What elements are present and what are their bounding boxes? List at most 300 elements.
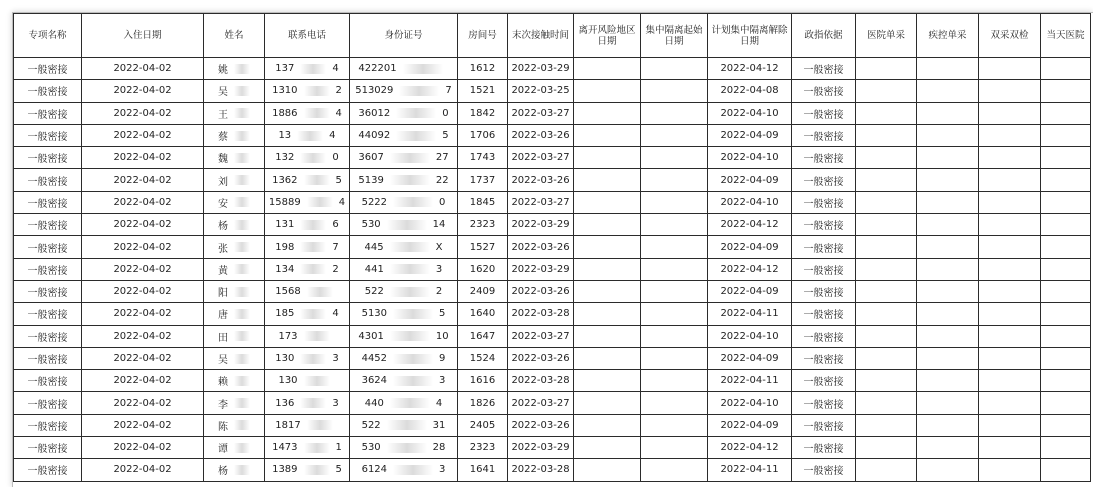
cell-phone bbox=[265, 459, 350, 481]
cell-last-contact: 2022-03-29 bbox=[508, 58, 574, 80]
cell-hospital-sample bbox=[856, 437, 917, 459]
phone-suffix: 2 bbox=[332, 263, 339, 275]
id-prefix: 3624 bbox=[361, 375, 388, 387]
phone-prefix: 131 bbox=[275, 219, 295, 231]
redacted-blur bbox=[234, 398, 250, 408]
cell-checkin-date: 2022-04-02 bbox=[82, 191, 204, 213]
cell-hospital-sample bbox=[856, 459, 917, 481]
cell-same-day-hospital bbox=[1041, 191, 1091, 213]
table-row bbox=[14, 124, 1091, 146]
cell-room: 1826 bbox=[458, 392, 508, 414]
cell-name bbox=[204, 437, 265, 459]
table-row bbox=[14, 236, 1091, 258]
id-suffix: 9 bbox=[439, 353, 446, 364]
cell-policy-basis: 一般密接 bbox=[792, 169, 856, 191]
cell-cdc-sample bbox=[917, 147, 979, 169]
cell-isolation-start bbox=[641, 258, 708, 280]
cell-id-number bbox=[350, 236, 458, 258]
redacted-blur bbox=[300, 220, 326, 230]
redacted-blur bbox=[300, 354, 326, 364]
cell-id-number bbox=[350, 437, 458, 459]
cell-hospital-sample bbox=[856, 80, 917, 102]
cell-left-risk-area bbox=[574, 191, 641, 213]
cell-planned-release: 2022-04-10 bbox=[708, 392, 792, 414]
cell-special: 一般密接 bbox=[14, 258, 82, 280]
cell-isolation-start bbox=[641, 214, 708, 236]
cell-double-test bbox=[979, 437, 1041, 459]
cell-room: 2409 bbox=[458, 280, 508, 302]
cell-checkin-date: 2022-04-02 bbox=[82, 147, 204, 169]
cell-name bbox=[204, 280, 265, 302]
cell-phone bbox=[265, 124, 350, 146]
phone-suffix: 7 bbox=[332, 241, 339, 253]
cell-special: 一般密接 bbox=[14, 459, 82, 481]
cell-cdc-sample bbox=[917, 58, 979, 80]
cell-hospital-sample bbox=[856, 303, 917, 325]
cell-left-risk-area bbox=[574, 169, 641, 191]
cell-checkin-date: 2022-04-02 bbox=[82, 80, 204, 102]
cell-isolation-start bbox=[641, 347, 708, 369]
cell-double-test bbox=[979, 347, 1041, 369]
cell-planned-release: 2022-04-08 bbox=[708, 80, 792, 102]
id-suffix: 10 bbox=[435, 330, 449, 342]
redacted-blur bbox=[387, 420, 427, 430]
header-name: 姓名 bbox=[204, 14, 265, 58]
phone-prefix: 1568 bbox=[275, 286, 301, 298]
cell-cdc-sample bbox=[917, 236, 979, 258]
redacted-blur bbox=[304, 376, 330, 386]
cell-left-risk-area bbox=[574, 325, 641, 347]
cell-same-day-hospital bbox=[1041, 147, 1091, 169]
redacted-blur bbox=[390, 398, 430, 408]
cell-last-contact: 2022-03-27 bbox=[508, 191, 574, 213]
header-left-risk-area: 离开风险地区日期 bbox=[574, 14, 641, 58]
cell-checkin-date: 2022-04-02 bbox=[82, 303, 204, 325]
name-visible: 李 bbox=[218, 399, 228, 411]
redacted-blur bbox=[300, 309, 326, 319]
cell-name bbox=[204, 392, 265, 414]
id-prefix: 445 bbox=[364, 241, 384, 253]
phone-prefix: 1473 bbox=[272, 442, 298, 454]
cell-hospital-sample bbox=[856, 414, 917, 436]
cell-checkin-date: 2022-04-02 bbox=[82, 102, 204, 124]
cell-phone bbox=[265, 347, 350, 369]
header-checkin-date: 入住日期 bbox=[82, 14, 204, 58]
cell-left-risk-area bbox=[574, 124, 641, 146]
cell-planned-release: 2022-04-09 bbox=[708, 414, 792, 436]
id-suffix: 3 bbox=[439, 464, 446, 476]
redacted-blur bbox=[304, 465, 330, 475]
cell-policy-basis: 一般密接 bbox=[792, 459, 856, 481]
cell-checkin-date: 2022-04-02 bbox=[82, 392, 204, 414]
cell-checkin-date: 2022-04-02 bbox=[82, 325, 204, 347]
id-suffix: 3 bbox=[439, 375, 446, 387]
cell-special: 一般密接 bbox=[14, 214, 82, 236]
redacted-blur bbox=[234, 108, 250, 118]
name-visible: 唐 bbox=[218, 310, 228, 322]
cell-hospital-sample bbox=[856, 102, 917, 124]
phone-prefix: 185 bbox=[275, 308, 295, 320]
redacted-blur bbox=[393, 354, 433, 364]
phone-prefix: 198 bbox=[275, 241, 295, 253]
table-row bbox=[14, 392, 1091, 414]
phone-suffix: 4 bbox=[338, 196, 346, 208]
redacted-blur bbox=[297, 131, 323, 141]
header-isolation-start: 集中隔离起始日期 bbox=[641, 14, 708, 58]
cell-left-risk-area bbox=[574, 392, 641, 414]
cell-special: 一般密接 bbox=[14, 392, 82, 414]
cell-phone bbox=[265, 191, 350, 213]
cell-double-test bbox=[979, 191, 1041, 213]
cell-isolation-start bbox=[641, 124, 708, 146]
id-suffix: 31 bbox=[432, 419, 446, 431]
cell-name bbox=[204, 347, 265, 369]
cell-id-number bbox=[350, 370, 458, 392]
cell-same-day-hospital bbox=[1041, 169, 1091, 191]
cell-policy-basis: 一般密接 bbox=[792, 370, 856, 392]
cell-room: 1524 bbox=[458, 347, 508, 369]
id-suffix: 5 bbox=[442, 130, 449, 142]
cell-double-test bbox=[979, 325, 1041, 347]
phone-suffix: 0 bbox=[332, 152, 339, 164]
cell-phone bbox=[265, 80, 350, 102]
cell-special: 一般密接 bbox=[14, 124, 82, 146]
redacted-blur bbox=[234, 242, 250, 252]
cell-double-test bbox=[979, 58, 1041, 80]
cell-checkin-date: 2022-04-02 bbox=[82, 459, 204, 481]
redacted-blur bbox=[390, 287, 430, 297]
cell-special: 一般密接 bbox=[14, 191, 82, 213]
id-prefix: 4452 bbox=[361, 353, 388, 364]
cell-last-contact: 2022-03-26 bbox=[508, 236, 574, 258]
redacted-blur bbox=[393, 309, 433, 319]
quarantine-table bbox=[13, 13, 1091, 482]
redacted-blur bbox=[387, 220, 427, 230]
redacted-blur bbox=[234, 64, 250, 74]
cell-phone bbox=[265, 147, 350, 169]
cell-room: 1620 bbox=[458, 258, 508, 280]
cell-checkin-date: 2022-04-02 bbox=[82, 414, 204, 436]
phone-prefix: 130 bbox=[278, 375, 298, 387]
cell-same-day-hospital bbox=[1041, 124, 1091, 146]
id-suffix: 0 bbox=[442, 107, 449, 119]
cell-left-risk-area bbox=[574, 147, 641, 169]
cell-last-contact: 2022-03-27 bbox=[508, 147, 574, 169]
cell-checkin-date: 2022-04-02 bbox=[82, 258, 204, 280]
cell-special: 一般密接 bbox=[14, 102, 82, 124]
cell-hospital-sample bbox=[856, 236, 917, 258]
header-last-contact: 末次接触时间 bbox=[508, 14, 574, 58]
name-visible: 杨 bbox=[218, 221, 228, 233]
name-visible: 吴 bbox=[218, 87, 228, 99]
redacted-blur bbox=[234, 376, 250, 386]
name-visible: 黄 bbox=[218, 265, 228, 277]
cell-double-test bbox=[979, 392, 1041, 414]
cell-id-number bbox=[350, 414, 458, 436]
redacted-blur bbox=[234, 287, 250, 297]
cell-checkin-date: 2022-04-02 bbox=[82, 169, 204, 191]
cell-isolation-start bbox=[641, 414, 708, 436]
cell-id-number bbox=[350, 280, 458, 302]
id-prefix: 3607 bbox=[358, 152, 384, 164]
cell-id-number bbox=[350, 258, 458, 280]
cell-left-risk-area bbox=[574, 414, 641, 436]
cell-left-risk-area bbox=[574, 236, 641, 258]
redacted-blur bbox=[304, 443, 330, 453]
redacted-blur bbox=[390, 331, 430, 341]
id-suffix: 0 bbox=[439, 196, 446, 208]
cell-double-test bbox=[979, 102, 1041, 124]
cell-name bbox=[204, 214, 265, 236]
id-prefix: 422201 bbox=[358, 63, 397, 75]
cell-last-contact: 2022-03-26 bbox=[508, 347, 574, 369]
name-visible: 赖 bbox=[218, 377, 228, 389]
phone-suffix: 2 bbox=[335, 85, 342, 97]
cell-hospital-sample bbox=[856, 280, 917, 302]
cell-left-risk-area bbox=[574, 459, 641, 481]
cell-planned-release: 2022-04-09 bbox=[708, 236, 792, 258]
cell-left-risk-area bbox=[574, 303, 641, 325]
cell-isolation-start bbox=[641, 325, 708, 347]
id-prefix: 522 bbox=[364, 286, 384, 298]
cell-same-day-hospital bbox=[1041, 258, 1091, 280]
cell-id-number bbox=[350, 191, 458, 213]
redacted-blur bbox=[234, 153, 250, 163]
cell-double-test bbox=[979, 236, 1041, 258]
cell-hospital-sample bbox=[856, 191, 917, 213]
header-policy-basis: 政指依据 bbox=[792, 14, 856, 58]
phone-prefix: 1310 bbox=[272, 85, 298, 97]
id-prefix: 513029 bbox=[355, 85, 394, 97]
cell-left-risk-area bbox=[574, 437, 641, 459]
phone-suffix: 3 bbox=[332, 353, 339, 364]
redacted-blur bbox=[304, 86, 330, 96]
cell-cdc-sample bbox=[917, 414, 979, 436]
cell-name bbox=[204, 258, 265, 280]
cell-id-number bbox=[350, 392, 458, 414]
redacted-blur bbox=[234, 443, 250, 453]
cell-policy-basis: 一般密接 bbox=[792, 258, 856, 280]
id-suffix: X bbox=[435, 241, 443, 253]
cell-cdc-sample bbox=[917, 169, 979, 191]
redacted-blur bbox=[393, 465, 433, 475]
cell-isolation-start bbox=[641, 169, 708, 191]
cell-checkin-date: 2022-04-02 bbox=[82, 370, 204, 392]
cell-special: 一般密接 bbox=[14, 303, 82, 325]
cell-id-number bbox=[350, 459, 458, 481]
cell-phone bbox=[265, 280, 350, 302]
cell-room: 1521 bbox=[458, 80, 508, 102]
cell-last-contact: 2022-03-29 bbox=[508, 214, 574, 236]
phone-prefix: 173 bbox=[278, 330, 298, 342]
redacted-blur bbox=[234, 175, 250, 185]
cell-planned-release: 2022-04-09 bbox=[708, 169, 792, 191]
cell-policy-basis: 一般密接 bbox=[792, 80, 856, 102]
cell-left-risk-area bbox=[574, 258, 641, 280]
cell-cdc-sample bbox=[917, 303, 979, 325]
redacted-blur bbox=[234, 264, 250, 274]
redacted-blur bbox=[304, 331, 330, 341]
cell-same-day-hospital bbox=[1041, 459, 1091, 481]
cell-same-day-hospital bbox=[1041, 58, 1091, 80]
cell-checkin-date: 2022-04-02 bbox=[82, 437, 204, 459]
cell-policy-basis: 一般密接 bbox=[792, 303, 856, 325]
cell-double-test bbox=[979, 459, 1041, 481]
cell-left-risk-area bbox=[574, 102, 641, 124]
table-row bbox=[14, 347, 1091, 369]
id-suffix: 2 bbox=[435, 286, 443, 298]
id-suffix: 28 bbox=[432, 442, 446, 454]
id-suffix: 4 bbox=[435, 397, 443, 409]
name-visible: 阳 bbox=[218, 288, 228, 300]
name-visible: 田 bbox=[218, 332, 228, 344]
cell-planned-release: 2022-04-10 bbox=[708, 325, 792, 347]
table-row bbox=[14, 191, 1091, 213]
phone-suffix: 3 bbox=[332, 397, 339, 409]
redacted-blur bbox=[234, 197, 250, 207]
cell-hospital-sample bbox=[856, 169, 917, 191]
id-prefix: 5139 bbox=[358, 174, 384, 186]
redacted-blur bbox=[396, 108, 436, 118]
cell-special: 一般密接 bbox=[14, 370, 82, 392]
cell-hospital-sample bbox=[856, 347, 917, 369]
cell-name bbox=[204, 169, 265, 191]
cell-name bbox=[204, 124, 265, 146]
cell-planned-release: 2022-04-12 bbox=[708, 258, 792, 280]
redacted-blur bbox=[307, 287, 333, 297]
cell-id-number bbox=[350, 169, 458, 191]
id-prefix: 522 bbox=[361, 419, 381, 431]
phone-suffix: 4 bbox=[332, 308, 339, 320]
cell-isolation-start bbox=[641, 236, 708, 258]
cell-left-risk-area bbox=[574, 80, 641, 102]
cell-planned-release: 2022-04-11 bbox=[708, 459, 792, 481]
redacted-blur bbox=[307, 420, 333, 430]
cell-policy-basis: 一般密接 bbox=[792, 124, 856, 146]
redacted-blur bbox=[304, 108, 330, 118]
cell-checkin-date: 2022-04-02 bbox=[82, 280, 204, 302]
redacted-blur bbox=[234, 86, 250, 96]
table-frame bbox=[12, 12, 1093, 487]
cell-double-test bbox=[979, 214, 1041, 236]
name-visible: 吴 bbox=[218, 355, 228, 366]
cell-checkin-date: 2022-04-02 bbox=[82, 214, 204, 236]
cell-policy-basis: 一般密接 bbox=[792, 58, 856, 80]
phone-prefix: 1362 bbox=[272, 174, 298, 186]
header-phone: 联系电话 bbox=[265, 14, 350, 58]
table-row bbox=[14, 459, 1091, 481]
cell-left-risk-area bbox=[574, 347, 641, 369]
cell-isolation-start bbox=[641, 58, 708, 80]
phone-prefix: 132 bbox=[275, 152, 295, 164]
cell-isolation-start bbox=[641, 280, 708, 302]
cell-room: 2405 bbox=[458, 414, 508, 436]
cell-policy-basis: 一般密接 bbox=[792, 325, 856, 347]
redacted-blur bbox=[307, 197, 333, 207]
phone-prefix: 130 bbox=[275, 353, 295, 364]
header-cdc-sample: 疾控单采 bbox=[917, 14, 979, 58]
cell-name bbox=[204, 370, 265, 392]
cell-last-contact: 2022-03-28 bbox=[508, 459, 574, 481]
cell-last-contact: 2022-03-26 bbox=[508, 414, 574, 436]
cell-room: 1743 bbox=[458, 147, 508, 169]
cell-id-number bbox=[350, 58, 458, 80]
redacted-blur bbox=[300, 64, 326, 74]
cell-left-risk-area bbox=[574, 58, 641, 80]
cell-cdc-sample bbox=[917, 124, 979, 146]
cell-id-number bbox=[350, 124, 458, 146]
cell-special: 一般密接 bbox=[14, 325, 82, 347]
table-row bbox=[14, 370, 1091, 392]
id-suffix: 22 bbox=[435, 174, 449, 186]
cell-name bbox=[204, 58, 265, 80]
redacted-blur bbox=[393, 376, 433, 386]
cell-same-day-hospital bbox=[1041, 102, 1091, 124]
cell-planned-release: 2022-04-09 bbox=[708, 347, 792, 369]
cell-id-number bbox=[350, 214, 458, 236]
cell-same-day-hospital bbox=[1041, 414, 1091, 436]
name-visible: 安 bbox=[218, 198, 228, 210]
cell-policy-basis: 一般密接 bbox=[792, 147, 856, 169]
name-visible: 姚 bbox=[218, 65, 228, 77]
header-planned-release: 计划集中隔离解除日期 bbox=[708, 14, 792, 58]
phone-prefix: 1886 bbox=[272, 107, 298, 119]
phone-suffix: 5 bbox=[335, 174, 342, 186]
cell-room: 1647 bbox=[458, 325, 508, 347]
cell-room: 1706 bbox=[458, 124, 508, 146]
table-row bbox=[14, 437, 1091, 459]
cell-planned-release: 2022-04-10 bbox=[708, 191, 792, 213]
cell-cdc-sample bbox=[917, 258, 979, 280]
cell-special: 一般密接 bbox=[14, 347, 82, 369]
phone-prefix: 1817 bbox=[275, 419, 301, 431]
cell-double-test bbox=[979, 370, 1041, 392]
cell-policy-basis: 一般密接 bbox=[792, 392, 856, 414]
cell-last-contact: 2022-03-26 bbox=[508, 124, 574, 146]
cell-same-day-hospital bbox=[1041, 303, 1091, 325]
redacted-blur bbox=[300, 264, 326, 274]
cell-isolation-start bbox=[641, 459, 708, 481]
cell-room: 1616 bbox=[458, 370, 508, 392]
cell-id-number bbox=[350, 303, 458, 325]
cell-phone bbox=[265, 258, 350, 280]
cell-planned-release: 2022-04-09 bbox=[708, 124, 792, 146]
phone-suffix: 4 bbox=[332, 63, 339, 75]
cell-name bbox=[204, 236, 265, 258]
cell-special: 一般密接 bbox=[14, 280, 82, 302]
cell-checkin-date: 2022-04-02 bbox=[82, 347, 204, 369]
cell-double-test bbox=[979, 80, 1041, 102]
cell-double-test bbox=[979, 147, 1041, 169]
redacted-blur bbox=[396, 131, 436, 141]
cell-same-day-hospital bbox=[1041, 370, 1091, 392]
cell-policy-basis: 一般密接 bbox=[792, 191, 856, 213]
id-prefix: 5130 bbox=[361, 308, 388, 320]
cell-phone bbox=[265, 102, 350, 124]
cell-same-day-hospital bbox=[1041, 80, 1091, 102]
header-same-day-hospital: 当天医院 bbox=[1041, 14, 1091, 58]
name-visible: 蔡 bbox=[218, 132, 228, 144]
redacted-blur bbox=[399, 86, 439, 96]
cell-isolation-start bbox=[641, 102, 708, 124]
id-prefix: 530 bbox=[361, 219, 381, 231]
id-suffix: 7 bbox=[445, 85, 452, 97]
redacted-blur bbox=[234, 465, 250, 475]
name-visible: 张 bbox=[218, 243, 228, 255]
cell-room: 2323 bbox=[458, 437, 508, 459]
cell-same-day-hospital bbox=[1041, 280, 1091, 302]
cell-isolation-start bbox=[641, 147, 708, 169]
